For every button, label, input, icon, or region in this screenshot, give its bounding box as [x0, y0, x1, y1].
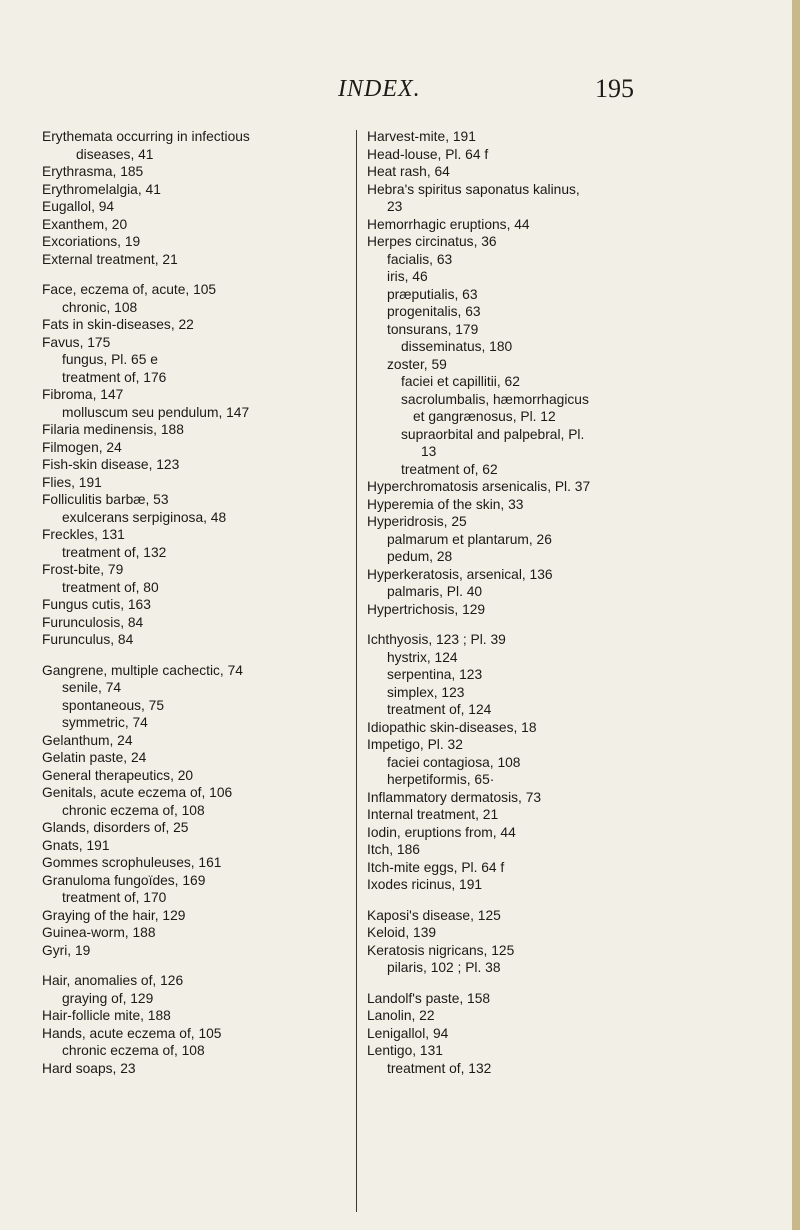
index-entry: Landolf's paste, 158: [367, 990, 491, 1006]
index-entry: Fish-skin disease, 123: [42, 457, 180, 472]
section-gap: [42, 268, 347, 281]
index-entry: Hyperidrosis, 25: [367, 514, 467, 529]
index-entry: Idiopathic skin-diseases, 18: [367, 719, 537, 735]
index-entry: Head-louse, Pl. 64 f: [367, 146, 489, 162]
index-entry: General therapeutics, 20: [42, 767, 194, 783]
index-entry: disseminatus, 180: [401, 339, 513, 354]
index-entry: Furunculosis, 84: [42, 614, 144, 630]
index-entry: Keloid, 139: [367, 925, 437, 940]
index-entry: 13: [421, 444, 437, 459]
index-entry: Hemorrhagic eruptions, 44: [367, 216, 530, 232]
index-entry: Erythemata occurring in infectious: [42, 129, 250, 144]
index-entry: Iodin, eruptions from, 44: [367, 824, 516, 840]
index-entry: treatment of, 176: [62, 369, 167, 385]
index-entry: treatment of, 124: [387, 702, 492, 717]
index-entry: Inflammatory dermatosis, 73: [367, 789, 542, 805]
index-entry: sacrolumbalis, hæmorrhagicus: [401, 391, 589, 407]
index-entry: simplex, 123: [387, 684, 465, 700]
page-number: 195: [595, 74, 634, 103]
index-entry: Kaposi's disease, 125: [367, 907, 501, 923]
index-entry: External treatment, 21: [42, 251, 178, 267]
index-entry: treatment of, 80: [62, 579, 159, 595]
index-entry: palmarum et plantarum, 26: [387, 531, 552, 547]
index-entry: spontaneous, 75: [62, 697, 165, 713]
section-gap: [367, 618, 697, 631]
index-entry: 23: [387, 199, 403, 214]
index-entry: Frost-bite, 79: [42, 562, 124, 577]
index-entry: Fibroma, 147: [42, 387, 124, 402]
index-entry: Lentigo, 131: [367, 1043, 443, 1058]
index-entry: Harvest-mite, 191: [367, 129, 476, 144]
index-entry: Guinea-worm, 188: [42, 925, 156, 940]
index-entry: symmetric, 74: [62, 715, 148, 730]
index-entry: Hair, anomalies of, 126: [42, 973, 184, 988]
index-entry: Hyperchromatosis arsenicalis, Pl. 37: [367, 479, 591, 494]
index-entry: Glands, disorders of, 25: [42, 820, 189, 835]
index-entry: Gelanthum, 24: [42, 732, 133, 748]
index-entry: herpetiformis, 65·: [387, 772, 495, 787]
index-entry: pilaris, 102 ; Pl. 38: [387, 960, 501, 975]
index-entry: treatment of, 132: [62, 544, 167, 560]
index-entry: treatment of, 170: [62, 890, 167, 905]
section-gap: [367, 894, 697, 907]
index-entry: Ichthyosis, 123 ; Pl. 39: [367, 632, 506, 647]
section-gap: [42, 649, 347, 662]
index-entry: hystrix, 124: [387, 649, 458, 665]
index-entry: Hypertrichosis, 129: [367, 601, 486, 617]
index-entry: graying of, 129: [62, 990, 154, 1006]
page-edge: [792, 0, 800, 1230]
index-entry: progenitalis, 63: [387, 304, 481, 319]
index-entry: Favus, 175: [42, 334, 111, 350]
index-entry: iris, 46: [387, 269, 428, 284]
index-entry: treatment of, 62: [401, 461, 498, 477]
index-entry: palmaris, Pl. 40: [387, 584, 483, 599]
index-entry: Hyperemia of the skin, 33: [367, 496, 524, 512]
index-entry: Excoriations, 19: [42, 234, 141, 249]
index-entry: Filaria medinensis, 188: [42, 422, 184, 437]
index-entry: supraorbital and palpebral, Pl.: [401, 426, 585, 442]
index-entry: et gangrænosus, Pl. 12: [413, 409, 556, 424]
index-entry: Face, eczema of, acute, 105: [42, 282, 217, 297]
index-entry: diseases, 41: [76, 146, 154, 162]
index-entry: Gommes scrophuleuses, 161: [42, 855, 222, 870]
index-entry: Gelatin paste, 24: [42, 750, 147, 765]
index-entry: Herpes circinatus, 36: [367, 234, 497, 249]
index-entry: Freckles, 131: [42, 527, 125, 542]
index-entry: Hands, acute eczema of, 105: [42, 1025, 222, 1041]
index-entry: Impetigo, Pl. 32: [367, 737, 463, 752]
index-entry: chronic, 108: [62, 299, 138, 315]
index-entry: exulcerans serpiginosa, 48: [62, 509, 227, 525]
index-entry: Genitals, acute eczema of, 106: [42, 785, 233, 800]
index-entry: Lenigallol, 94: [367, 1025, 449, 1041]
index-entry: Internal treatment, 21: [367, 807, 499, 822]
index-entry: Heat rash, 64: [367, 164, 450, 179]
column-divider: [356, 130, 357, 1212]
index-entry: tonsurans, 179: [387, 321, 479, 337]
index-entry: chronic eczema of, 108: [62, 1043, 205, 1058]
index-entry: Gyri, 19: [42, 942, 91, 958]
index-entry: molluscum seu pendulum, 147: [62, 404, 250, 420]
index-entry: chronic eczema of, 108: [62, 802, 205, 818]
index-entry: Hebra's spiritus saponatus kalinus,: [367, 181, 580, 197]
index-entry: Furunculus, 84: [42, 632, 134, 647]
index-entry: Erythromelalgia, 41: [42, 181, 161, 197]
index-entry: Itch-mite eggs, Pl. 64 f: [367, 859, 505, 875]
index-entry: Gnats, 191: [42, 837, 110, 853]
index-entry: faciei contagiosa, 108: [387, 754, 521, 770]
index-entry: Exanthem, 20: [42, 216, 128, 232]
index-column-left: [42, 128, 347, 1077]
index-entry: senile, 74: [62, 680, 122, 695]
index-entry: Graying of the hair, 129: [42, 907, 186, 923]
running-head-title: INDEX.: [338, 76, 421, 102]
index-entry: serpentina, 123: [387, 667, 483, 682]
index-entry: Granuloma fungoïdes, 169: [42, 872, 206, 888]
index-entry: Itch, 186: [367, 842, 420, 857]
index-entry: Ixodes ricinus, 191: [367, 877, 483, 892]
index-entry: pedum, 28: [387, 549, 453, 564]
index-entry: Flies, 191: [42, 474, 102, 490]
index-entry: præputialis, 63: [387, 286, 478, 302]
index-entry: Keratosis nigricans, 125: [367, 942, 515, 958]
index-entry: Folliculitis barbæ, 53: [42, 492, 169, 507]
index-entry: Gangrene, multiple cachectic, 74: [42, 662, 243, 678]
index-entry: Hyperkeratosis, arsenical, 136: [367, 566, 553, 582]
index-entry: Hair-follicle mite, 188: [42, 1008, 171, 1023]
index-entry: facialis, 63: [387, 251, 453, 267]
index-entry: Hard soaps, 23: [42, 1060, 136, 1076]
index-entry: Filmogen, 24: [42, 439, 122, 455]
index-entry: Lanolin, 22: [367, 1008, 435, 1023]
index-entry: Erythrasma, 185: [42, 164, 144, 179]
index-entry: zoster, 59: [387, 356, 447, 372]
index-entry: treatment of, 132: [387, 1060, 492, 1076]
index-entry: fungus, Pl. 65 e: [62, 352, 158, 367]
index-entry: Eugallol, 94: [42, 199, 115, 214]
index-entry: faciei et capillitii, 62: [401, 374, 520, 389]
index-column-right: [367, 128, 697, 1077]
section-gap: [42, 959, 347, 972]
section-gap: [367, 977, 697, 990]
index-entry: Fats in skin-diseases, 22: [42, 317, 194, 332]
index-entry: Fungus cutis, 163: [42, 597, 151, 612]
